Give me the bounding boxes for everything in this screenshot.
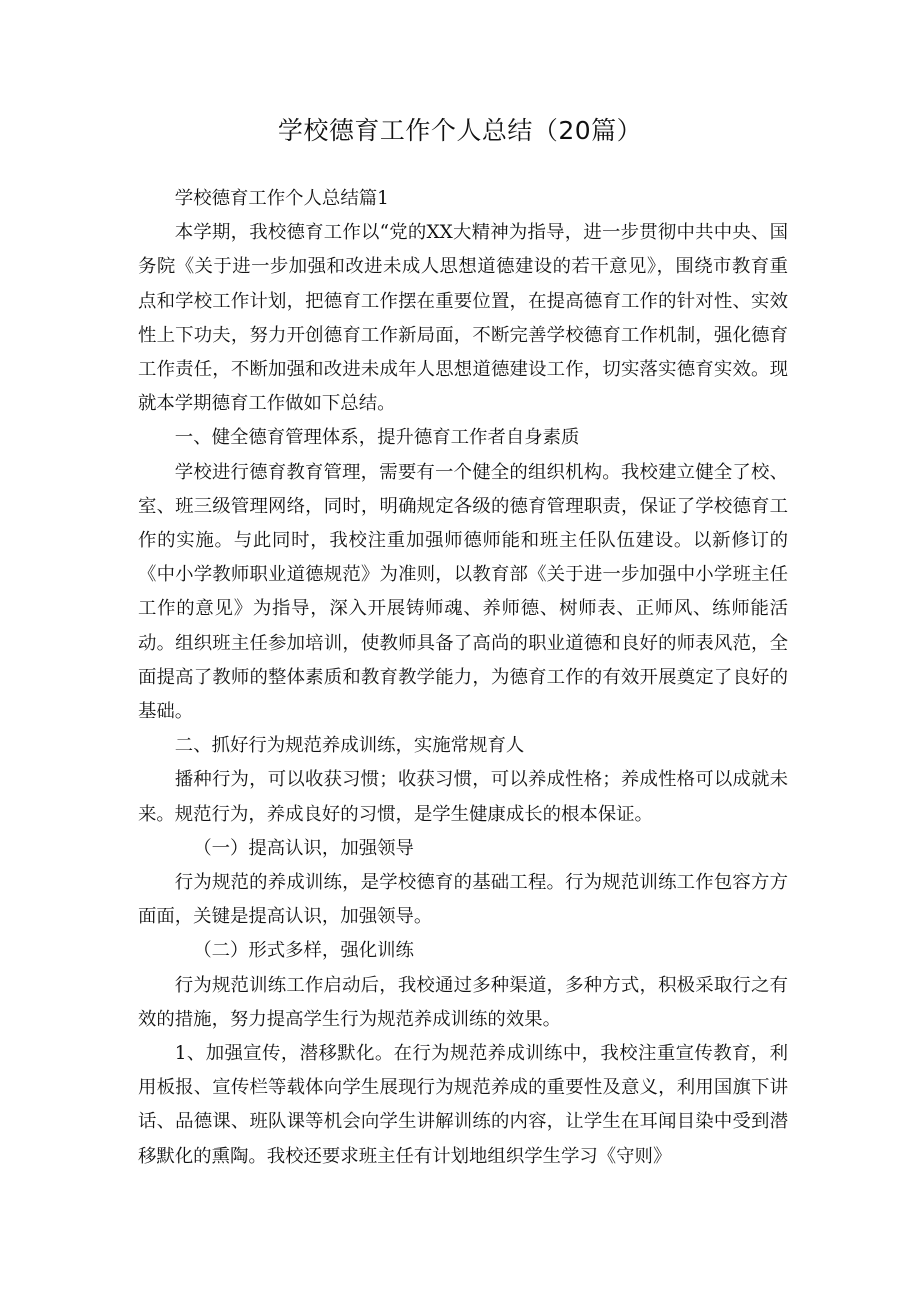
section-heading: 二、抓好行为规范养成训练，实施常规育人	[174, 735, 525, 757]
paragraph: 播种行为，可以收获习惯；收获习惯，可以养成性格；养成性格可以成就未来。规范行为，养成良好的习惯，是学生健康成长的根本保证。	[138, 769, 788, 825]
paragraph: 行为规范的养成训练，是学校德育的基础工程。行为规范训练工作包容方方面面，关键是提高认识，加强领导。	[138, 872, 788, 928]
subsection-heading: （一）提高认识，加强领导	[193, 837, 414, 859]
subsection-heading: （二）形式多样，强化训练	[193, 940, 414, 962]
paragraph: 1、加强宣传，潜移默化。在行为规范养成训练中，我校注重宣传教育，利用板报、宣传栏等载体向学生展现行为规范养成的重要性及意义，利用国旗下讲话、品德课、班队课等机会向学生讲解训练的内容，让学生在耳闻目染中受到潜移默化的熏陶。我校还要求班主任有计划地组织学生学习《守则》	[138, 1043, 788, 1167]
document-body	[138, 182, 788, 1174]
document-title: 学校德育工作个人总结（20篇）	[277, 116, 643, 145]
paragraph: 学校进行德育教育管理，需要有一个健全的组织机构。我校建立健全了校、室、班三级管理网络，同时，明确规定各级的德育管理职责，保证了学校德育工作的实施。与此同时，我校注重加强师德师能和班主任队伍建设。以新修订的《中小学教师职业道德规范》为准则，以教育部《关于进一步加强中小学班主任工作的意见》为指导，深入开展铸师魂、养师德、树师表、正师风、练师能活动。组织班主任参加培训，使教师具备了高尚的职业道德和良好的师表风范，全面提高了教师的整体素质和教育教学能力，为德育工作的有效开展奠定了良好的基础。	[138, 461, 788, 723]
paragraph: 本学期，我校德育工作以“党的XX大精神为指导，进一步贯彻中共中央、国务院《关于进一步加强和改进未成人思想道德建设的若干意见》，围绕市教育重点和学校工作计划，把德育工作摆在重要位置，在提高德育工作的针对性、实效性上下功夫，努力开创德育工作新局面，不断完善学校德育工作机制，强化德育工作责任，不断加强和改进未成年人思想道德建设工作，切实落实德育实效。现就本学期德育工作做如下总结。	[138, 222, 788, 415]
paragraph: 行为规范训练工作启动后，我校通过多种渠道，多种方式，积极采取行之有效的措施，努力提高学生行为规范养成训练的效果。	[138, 974, 788, 1030]
section-heading: 一、健全德育管理体系，提升德育工作者自身素质	[174, 427, 580, 449]
section-heading: 学校德育工作个人总结篇1	[174, 188, 389, 209]
